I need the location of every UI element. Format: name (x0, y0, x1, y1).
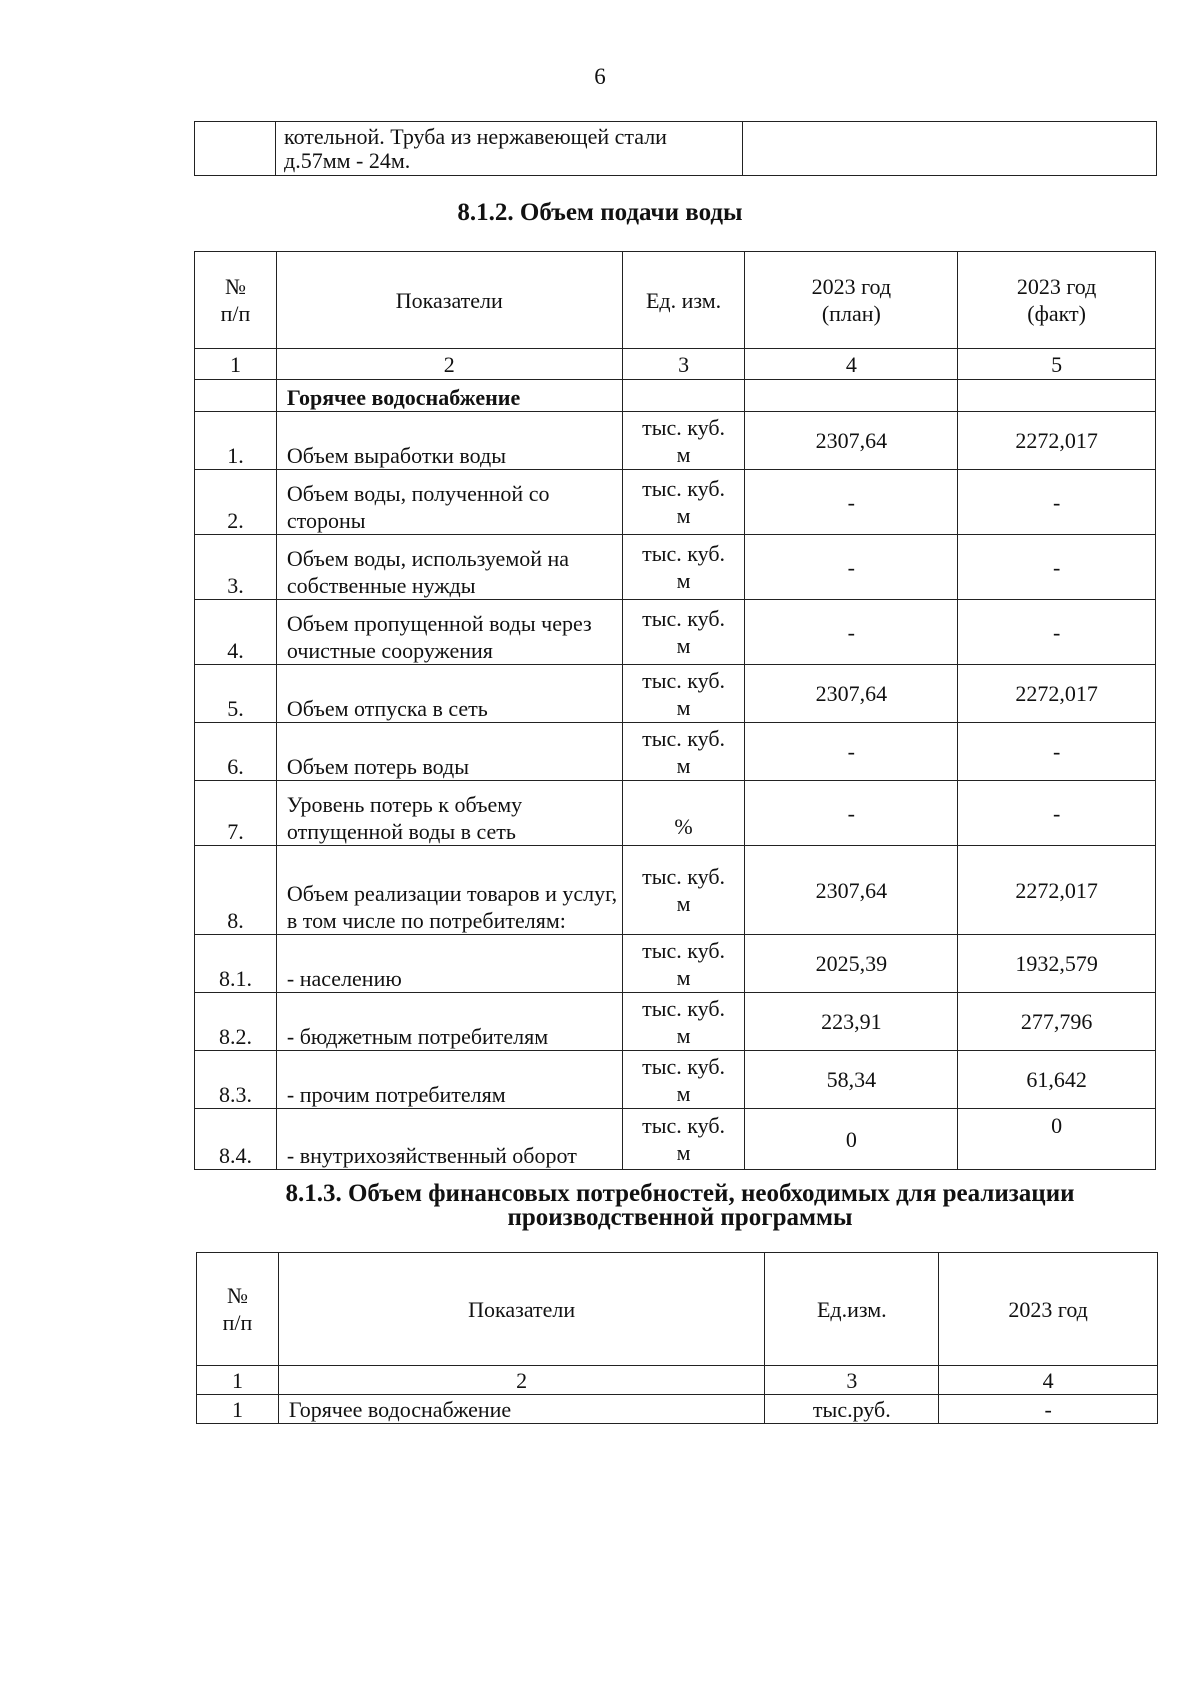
empty-cell (195, 122, 276, 176)
row-unit-line: тыс. куб. (642, 937, 726, 963)
row-indicator: Объем реализации товаров и услуг, в том числе по потребителям: (276, 846, 622, 935)
row-fact-value: - (958, 781, 1156, 846)
row-fact-value: 2272,017 (958, 846, 1156, 935)
row-indicator: Уровень потерь к объему отпущенной воды в сеть (276, 781, 622, 846)
row-unit-line: м (676, 568, 691, 593)
column-index: 4 (939, 1366, 1158, 1395)
table-row (195, 470, 1156, 535)
section-title-financial-needs (200, 1182, 1160, 1230)
table-row (195, 935, 1156, 993)
row-num: 3. (195, 535, 277, 600)
row-indicator: - внутрихозяйственный оборот (276, 1109, 622, 1170)
row-unit-line: тыс. куб. (642, 995, 726, 1021)
row-unit: тыс.руб. (765, 1395, 939, 1424)
row-plan-value: - (745, 723, 958, 781)
column-index: 1 (195, 349, 277, 380)
header-fact-year: 2023 год (1016, 274, 1097, 299)
row-unit (622, 600, 745, 665)
row-plan-value: 58,34 (745, 1051, 958, 1109)
row-indicator: Объем выработки воды (276, 412, 622, 470)
row-num: 8.3. (195, 1051, 277, 1109)
column-index: 5 (958, 349, 1156, 380)
header-num-label: п/п (220, 301, 251, 326)
header-plan-year: 2023 год (811, 274, 892, 299)
table-row (195, 665, 1156, 723)
header-fact (958, 252, 1156, 349)
row-unit-line: % (674, 814, 693, 839)
row-unit-line: тыс. куб. (642, 1113, 726, 1138)
column-index: 3 (765, 1366, 939, 1395)
header-unit: Ед.изм. (765, 1253, 939, 1366)
row-unit-line: м (676, 503, 691, 528)
section-title-line: 8.1.3. Объем финансовых потребностей, необходимых для реализации (285, 1180, 1075, 1207)
empty-cell (622, 380, 745, 412)
row-fact-value: - (958, 600, 1156, 665)
row-num: 5. (195, 665, 277, 723)
row-unit (622, 993, 745, 1051)
table-row (195, 993, 1156, 1051)
row-indicator: - населению (276, 935, 622, 993)
column-index: 4 (745, 349, 958, 380)
row-fact-value: 277,796 (958, 993, 1156, 1051)
row-num: 1 (197, 1395, 279, 1424)
table-row (195, 412, 1156, 470)
row-indicator: Объем пропущенной воды через очистные сооружения (276, 600, 622, 665)
row-fact-value: 0 (958, 1109, 1156, 1170)
row-unit-line: тыс. куб. (642, 667, 726, 693)
row-indicator: - бюджетным потребителям (276, 993, 622, 1051)
continuation-text-line: котельной. Труба из нержавеющей стали (284, 123, 667, 149)
row-num: 8.1. (195, 935, 277, 993)
table-row (197, 1395, 1158, 1424)
row-indicator: Объем воды, полученной со стороны (276, 470, 622, 535)
empty-cell (958, 380, 1156, 412)
header-num (197, 1253, 279, 1366)
header-fact-label: (факт) (1027, 301, 1086, 326)
table-row (195, 846, 1156, 935)
column-index-row (195, 349, 1156, 380)
subheader-hot-water: Горячее водоснабжение (276, 380, 622, 412)
header-num-symbol: № (224, 274, 246, 299)
row-unit-line: м (676, 891, 691, 916)
row-fact-value: 1932,579 (958, 935, 1156, 993)
row-indicator: Горячее водоснабжение (278, 1395, 764, 1424)
section-title-line: производственной программы (507, 1204, 853, 1231)
row-unit (622, 535, 745, 600)
column-index-row (197, 1366, 1158, 1395)
row-unit-line (623, 786, 745, 813)
row-num: 8.4. (195, 1109, 277, 1170)
row-unit-line: тыс. куб. (642, 864, 726, 889)
subheader-row (195, 380, 1156, 412)
empty-cell (745, 380, 958, 412)
header-num-label: п/п (222, 1310, 253, 1335)
table-row (195, 600, 1156, 665)
row-plan-value: - (745, 781, 958, 846)
row-unit-line: тыс. куб. (642, 541, 726, 566)
row-unit-line: м (676, 1080, 691, 1106)
table-header-row (197, 1253, 1158, 1366)
row-unit-line: м (676, 694, 691, 720)
row-num: 2. (195, 470, 277, 535)
header-unit: Ед. изм. (622, 252, 745, 349)
row-unit-line: м (676, 1022, 691, 1048)
row-fact-value: 2272,017 (958, 665, 1156, 723)
row-unit-line: м (676, 1140, 691, 1165)
table-row (195, 781, 1156, 846)
row-indicator: - прочим потребителям (276, 1051, 622, 1109)
section-title-water-supply: 8.1.2. Объем подачи воды (457, 199, 743, 226)
continuation-text-line: д.57мм - 24м. (284, 147, 411, 173)
row-num: 4. (195, 600, 277, 665)
column-index: 2 (276, 349, 622, 380)
row-indicator: Объем воды, используемой на собственные нужды (276, 535, 622, 600)
row-plan-value: 0 (745, 1109, 958, 1170)
row-unit-line: тыс. куб. (642, 606, 726, 631)
row-unit-line: м (676, 441, 691, 467)
row-plan-value: - (745, 470, 958, 535)
row-unit (622, 1109, 745, 1170)
row-unit-line: м (676, 964, 691, 990)
table-row (195, 535, 1156, 600)
table-row (195, 1051, 1156, 1109)
row-unit (622, 935, 745, 993)
header-num (195, 252, 277, 349)
row-unit-line: тыс. куб. (642, 476, 726, 501)
row-fact-value: - (958, 470, 1156, 535)
row-plan-value: 2307,64 (745, 846, 958, 935)
row-unit-line: тыс. куб. (642, 414, 726, 440)
row-fact-value: 2272,017 (958, 412, 1156, 470)
row-indicator: Объем отпуска в сеть (276, 665, 622, 723)
row-num: 7. (195, 781, 277, 846)
row-indicator: Объем потерь воды (276, 723, 622, 781)
row-unit (622, 412, 745, 470)
row-plan-value: - (745, 535, 958, 600)
row-unit-line: тыс. куб. (642, 725, 726, 751)
empty-cell (743, 122, 1157, 176)
header-plan-label: (план) (821, 301, 881, 326)
column-index: 1 (197, 1366, 279, 1395)
row-fact-value: - (958, 723, 1156, 781)
row-num: 8. (195, 846, 277, 935)
row-fact-value: - (958, 535, 1156, 600)
row-unit-line: м (676, 752, 691, 778)
row-plan-value: 223,91 (745, 993, 958, 1051)
table-row (195, 723, 1156, 781)
header-plan (745, 252, 958, 349)
row-unit-line: тыс. куб. (642, 1053, 726, 1079)
table-row (195, 122, 1157, 176)
row-num: 6. (195, 723, 277, 781)
header-indicator: Показатели (276, 252, 622, 349)
continuation-table (194, 121, 1157, 176)
row-unit (622, 1051, 745, 1109)
header-num-symbol: № (226, 1283, 248, 1308)
row-num: 1. (195, 412, 277, 470)
table-row (195, 1109, 1156, 1170)
row-value: - (939, 1395, 1158, 1424)
row-unit (622, 781, 745, 846)
row-plan-value: 2307,64 (745, 412, 958, 470)
row-unit (622, 723, 745, 781)
row-plan-value: - (745, 600, 958, 665)
continuation-text-cell (276, 122, 743, 176)
row-num: 8.2. (195, 993, 277, 1051)
row-unit (622, 665, 745, 723)
row-unit-line: м (676, 633, 691, 658)
column-index: 3 (622, 349, 745, 380)
page-number: 6 (594, 64, 606, 89)
row-unit (622, 470, 745, 535)
row-plan-value: 2307,64 (745, 665, 958, 723)
header-indicator: Показатели (278, 1253, 764, 1366)
row-unit (622, 846, 745, 935)
header-year: 2023 год (939, 1253, 1158, 1366)
row-fact-value: 61,642 (958, 1051, 1156, 1109)
table-header-row (195, 252, 1156, 349)
financial-needs-table (196, 1252, 1158, 1424)
water-supply-table (194, 251, 1156, 1170)
row-plan-value: 2025,39 (745, 935, 958, 993)
empty-cell (195, 380, 277, 412)
column-index: 2 (278, 1366, 764, 1395)
